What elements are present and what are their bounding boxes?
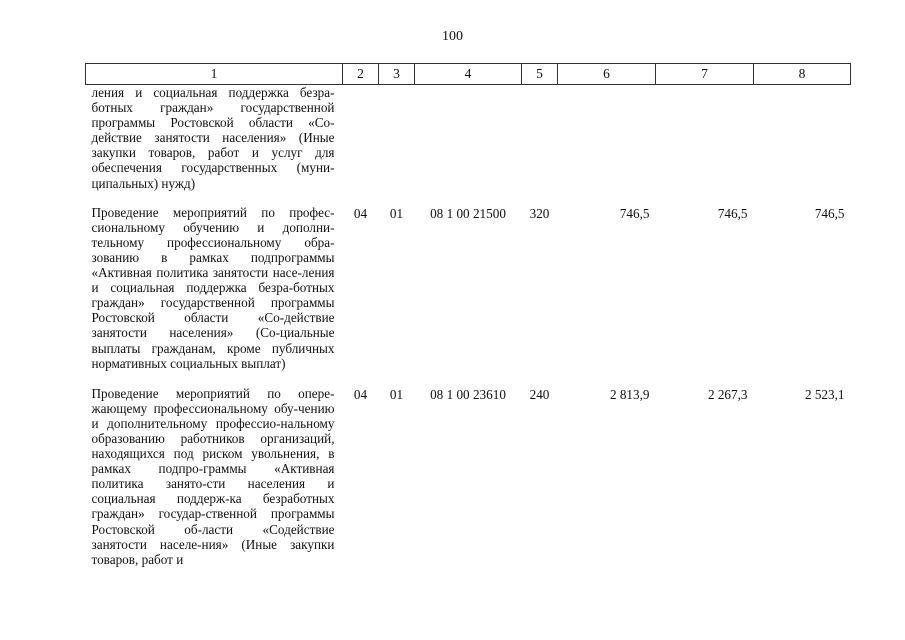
row-amount-3: 746,5 bbox=[814, 205, 845, 221]
column-header-4: 4 bbox=[415, 64, 522, 85]
row-amount-3 bbox=[754, 85, 851, 191]
row-target-code: 08 1 00 21500 bbox=[430, 205, 506, 221]
row-amount-1: 746,5 bbox=[619, 205, 650, 221]
row-expense-type: 320 bbox=[529, 205, 550, 221]
column-header-5: 5 bbox=[522, 64, 558, 85]
row-target-code: 08 1 00 23610 bbox=[430, 386, 506, 402]
row-description: ления и социальная поддержка безра-ботных граждан» государственной программы Ростовской области «Со-действие занятости населения» (Иные закупки товаров, работ и услуг для обеспечения государственных (муни-ципальных) нужд) bbox=[91, 85, 335, 191]
row-description: Проведение мероприятий по опере-жающему профессиональному обу-чению и дополнительному профессио-нальному образованию работников организаций, находящихся под риском увольнения, в рамках подпро-граммы «Активная политика занято-сти населения и социальная поддерж-ка безработных граждан» государ-ственной программы Ростовской об-ласти «Содействие занятости населе-ния» (Иные закупки товаров, работ и bbox=[91, 385, 335, 567]
column-header-1: 1 bbox=[86, 64, 343, 85]
table-row bbox=[86, 386, 851, 567]
row-subsection: 01 bbox=[389, 386, 404, 402]
row-amount-2 bbox=[656, 85, 754, 191]
column-header-7: 7 bbox=[656, 64, 754, 85]
row-expense-type bbox=[522, 85, 558, 191]
row-section: 04 bbox=[353, 386, 368, 402]
page-number: 100 bbox=[442, 29, 463, 44]
row-subsection bbox=[379, 85, 415, 191]
row-amount-2: 2 267,3 bbox=[707, 386, 748, 402]
table-row bbox=[86, 85, 851, 191]
column-header-8: 8 bbox=[754, 64, 851, 85]
row-section: 04 bbox=[353, 205, 368, 221]
row-subsection: 01 bbox=[389, 205, 404, 221]
column-header-6: 6 bbox=[558, 64, 656, 85]
column-header-2: 2 bbox=[343, 64, 379, 85]
row-amount-1: 2 813,9 bbox=[609, 386, 650, 402]
row-amount-2: 746,5 bbox=[717, 205, 748, 221]
row-amount-1 bbox=[558, 85, 656, 191]
row-amount-3: 2 523,1 bbox=[804, 386, 845, 402]
header-row bbox=[86, 64, 851, 85]
row-expense-type: 240 bbox=[529, 386, 550, 402]
budget-table bbox=[85, 63, 851, 567]
column-header-3: 3 bbox=[379, 64, 415, 85]
row-target-code bbox=[415, 85, 522, 191]
row-section bbox=[343, 85, 379, 191]
table-row bbox=[86, 205, 851, 371]
row-description: Проведение мероприятий по профес-сиональному обучению и дополни-тельному профессиональному обра-зованию в рамках подпрограммы «Активная политика занятости насе-ления и социальная поддержка безра-ботных граждан» государственной программы Ростовской области «Со-действие занятости населения» (Со-циальные выплаты гражданам, кроме публичных нормативных социальных выплат) bbox=[91, 204, 335, 371]
